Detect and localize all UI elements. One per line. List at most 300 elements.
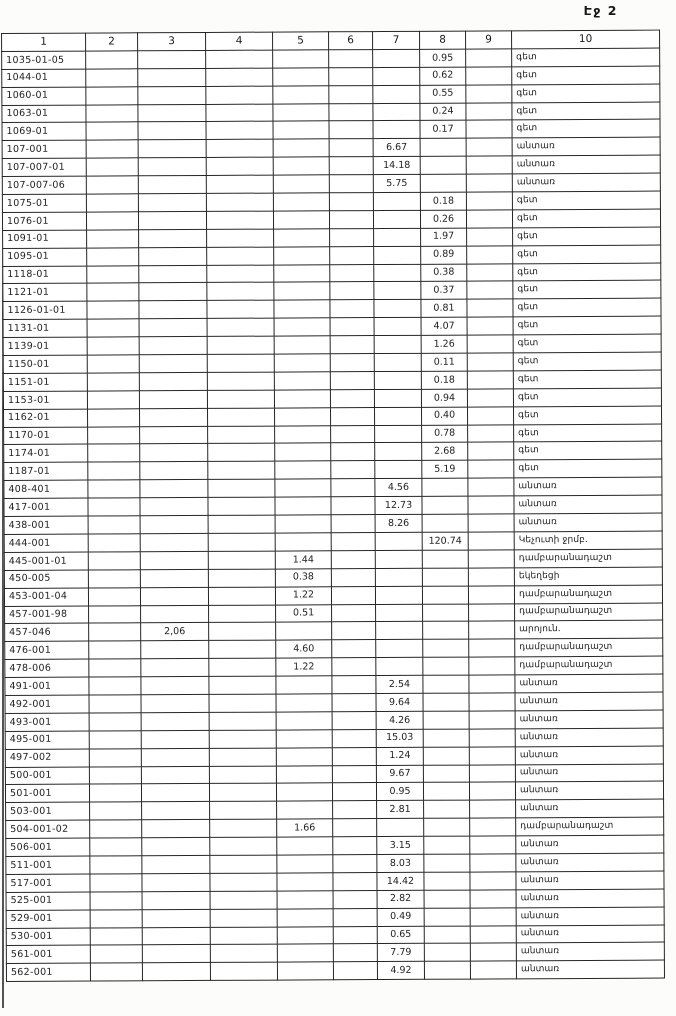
value-cell-col6: [330, 389, 374, 407]
value-cell-col4: [210, 819, 277, 837]
parcel-id-cell: 1069-01: [2, 123, 86, 141]
value-cell-col5: [276, 622, 332, 640]
table-container: [1, 30, 665, 983]
value-cell-col6: [329, 175, 373, 193]
value-cell-col7: [374, 318, 421, 336]
parcel-id-cell: 107-007-06: [2, 176, 86, 194]
value-cell-col2: [86, 158, 138, 176]
value-cell-col3: [140, 480, 208, 498]
value-cell-col5: 4.60: [276, 640, 332, 658]
value-cell-col5: [276, 712, 332, 730]
value-cell-col7: 7.79: [377, 944, 424, 962]
parcel-id-cell: 457-001-98: [5, 606, 89, 624]
value-cell-col2: [90, 909, 142, 927]
category-cell: անտառ: [514, 513, 662, 532]
value-cell-col6: [329, 157, 373, 175]
value-cell-col8: [424, 800, 470, 818]
value-cell-col3: [142, 838, 210, 856]
parcel-id-cell: 511-001: [6, 856, 90, 874]
value-cell-col7: [375, 461, 422, 479]
parcel-id-cell: 444-001: [4, 534, 88, 552]
value-cell-col4: [208, 497, 275, 515]
value-cell-col2: [89, 748, 141, 766]
value-cell-col2: [90, 927, 142, 945]
value-cell-col3: [138, 211, 206, 229]
value-cell-col3: [141, 641, 209, 659]
value-cell-col7: 4.92: [377, 962, 424, 980]
value-cell-col7: 0.49: [377, 908, 424, 926]
value-cell-col3: [141, 605, 209, 623]
parcel-id-cell: 445-001-01: [4, 552, 88, 570]
value-cell-col5: [277, 962, 333, 980]
value-cell-col4: [210, 891, 277, 909]
category-cell: դամբարանադաշտ: [514, 585, 662, 604]
value-cell-col3: [142, 963, 210, 981]
value-cell-col8: [422, 550, 468, 568]
value-cell-col8: 0.40: [421, 407, 467, 425]
parcel-id-cell: 517-001: [6, 874, 90, 892]
value-cell-col6: [329, 67, 373, 85]
value-cell-col6: [331, 586, 375, 604]
value-cell-col9: [470, 925, 516, 943]
value-cell-col9: [468, 478, 514, 496]
value-cell-col3: [140, 515, 208, 533]
value-cell-col6: [333, 926, 377, 944]
value-cell-col6: [329, 210, 373, 228]
value-cell-col2: [88, 444, 140, 462]
value-cell-col3: [142, 873, 210, 891]
value-cell-col5: [274, 336, 330, 354]
parcel-id-cell: 438-001: [4, 516, 88, 534]
value-cell-col8: [424, 961, 470, 979]
value-cell-col5: [273, 68, 329, 86]
value-cell-col8: 0.37: [421, 282, 467, 300]
value-cell-col9: [469, 693, 515, 711]
value-cell-col5: [273, 121, 329, 139]
category-cell: դամբարանադաշտ: [514, 549, 662, 568]
value-cell-col5: [277, 944, 333, 962]
value-cell-col2: [90, 892, 142, 910]
category-cell: գետ: [513, 281, 661, 300]
parcel-id-cell: 1174-01: [4, 445, 88, 463]
category-cell: եկեղեցի: [514, 567, 662, 586]
value-cell-col9: [468, 568, 514, 586]
value-cell-col7: [374, 371, 421, 389]
value-cell-col8: [423, 639, 469, 657]
value-cell-col4: [208, 569, 275, 587]
value-cell-col8: 0.26: [420, 210, 466, 228]
value-cell-col3: [138, 140, 206, 158]
value-cell-col7: 4.26: [376, 711, 423, 729]
value-cell-col6: [330, 246, 374, 264]
value-cell-col7: 2.54: [376, 675, 423, 693]
value-cell-col3: [141, 784, 209, 802]
value-cell-col6: [330, 371, 374, 389]
value-cell-col9: [467, 263, 513, 281]
value-cell-col3: [138, 158, 206, 176]
value-cell-col5: [275, 533, 331, 551]
value-cell-col8: 0.38: [421, 264, 467, 282]
category-cell: անտառ: [515, 781, 663, 800]
category-cell: անտառ: [516, 889, 664, 908]
value-cell-col4: [207, 354, 274, 372]
column-header-7: 7: [373, 31, 420, 49]
value-cell-col8: [422, 586, 468, 604]
value-cell-col5: [274, 282, 330, 300]
value-cell-col6: [332, 783, 376, 801]
category-cell: գետ: [513, 227, 661, 246]
value-cell-col9: [468, 514, 514, 532]
value-cell-col8: 1.97: [421, 228, 467, 246]
value-cell-col7: [374, 353, 421, 371]
value-cell-col2: [88, 570, 140, 588]
value-cell-col5: [273, 175, 329, 193]
value-cell-col9: [468, 532, 514, 550]
value-cell-col6: [333, 908, 377, 926]
value-cell-col8: 4.07: [421, 317, 467, 335]
value-cell-col4: [209, 712, 276, 730]
value-cell-col5: 1.22: [275, 586, 331, 604]
value-cell-col9: [467, 335, 513, 353]
value-cell-col9: [469, 764, 515, 782]
value-cell-col9: [469, 675, 515, 693]
value-cell-col7: 2.82: [377, 890, 424, 908]
value-cell-col5: [274, 229, 330, 247]
value-cell-col8: [422, 514, 468, 532]
value-cell-col5: [276, 676, 332, 694]
value-cell-col2: [87, 265, 139, 283]
value-cell-col4: [208, 533, 275, 551]
value-cell-col5: [275, 461, 331, 479]
value-cell-col9: [467, 228, 513, 246]
parcel-id-cell: 1035-01-05: [2, 51, 86, 69]
category-cell: գետ: [513, 245, 661, 264]
value-cell-col2: [89, 766, 141, 784]
value-cell-col6: [330, 336, 374, 354]
value-cell-col5: [274, 407, 330, 425]
value-cell-col8: [422, 478, 468, 496]
value-cell-col3: [140, 533, 208, 551]
parcel-id-cell: 492-001: [5, 695, 89, 713]
value-cell-col7: [373, 103, 420, 121]
value-cell-col3: [140, 444, 208, 462]
category-cell: դամբարանադաշտ: [515, 603, 663, 622]
category-cell: գետ: [512, 84, 660, 103]
value-cell-col9: [468, 585, 514, 603]
value-cell-col4: [208, 444, 275, 462]
category-cell: անտառ: [516, 907, 664, 926]
value-cell-col2: [88, 534, 140, 552]
value-cell-col4: [210, 855, 277, 873]
value-cell-col7: 15.03: [376, 729, 423, 747]
value-cell-col8: 5.19: [422, 460, 468, 478]
value-cell-col2: [87, 319, 139, 337]
value-cell-col8: 0.94: [421, 389, 467, 407]
parcel-id-cell: 1060-01: [2, 87, 86, 105]
category-cell: անտառ: [512, 137, 660, 156]
value-cell-col9: [466, 174, 512, 192]
column-header-4: 4: [206, 32, 273, 50]
category-cell: գետ: [513, 370, 661, 389]
value-cell-col7: [377, 818, 424, 836]
value-cell-col7: [373, 85, 420, 103]
value-cell-col9: [470, 872, 516, 890]
parcel-id-cell: 478-006: [5, 659, 89, 677]
value-cell-col4: [209, 622, 276, 640]
value-cell-col7: [376, 604, 423, 622]
parcel-id-cell: 1118-01: [3, 266, 87, 284]
value-cell-col3: [141, 748, 209, 766]
value-cell-col5: 0.38: [275, 569, 331, 587]
category-cell: անտառ: [514, 495, 662, 514]
value-cell-col6: [333, 819, 377, 837]
value-cell-col7: [375, 443, 422, 461]
value-cell-col7: 14.42: [377, 872, 424, 890]
value-cell-col6: [329, 193, 373, 211]
value-cell-col4: [210, 945, 277, 963]
value-cell-col9: [466, 120, 512, 138]
value-cell-col5: 1.44: [275, 551, 331, 569]
parcel-id-cell: 1153-01: [3, 391, 87, 409]
value-cell-col5: [275, 425, 331, 443]
value-cell-col3: [138, 193, 206, 211]
value-cell-col2: [90, 874, 142, 892]
value-cell-col5: [277, 873, 333, 891]
value-cell-col3: [138, 50, 206, 68]
column-header-8: 8: [420, 31, 466, 49]
parcel-id-cell: 408-401: [4, 480, 88, 498]
parcel-id-cell: 450-005: [4, 570, 88, 588]
value-cell-col9: [469, 639, 515, 657]
value-cell-col4: [209, 658, 276, 676]
value-cell-col5: [277, 855, 333, 873]
category-cell: անտառ: [512, 155, 660, 174]
value-cell-col9: [466, 138, 512, 156]
value-cell-col3: [142, 891, 210, 909]
value-cell-col6: [331, 479, 375, 497]
parcel-id-cell: 500-001: [5, 767, 89, 785]
value-cell-col7: [374, 228, 421, 246]
value-cell-col2: [88, 498, 140, 516]
value-cell-col7: 9.67: [376, 765, 423, 783]
value-cell-col8: 0.89: [421, 246, 467, 264]
category-cell: գետ: [513, 316, 661, 335]
value-cell-col5: [273, 211, 329, 229]
value-cell-col3: [138, 176, 206, 194]
value-cell-col7: 8.26: [375, 514, 422, 532]
value-cell-col3: [140, 426, 208, 444]
value-cell-col4: [209, 694, 276, 712]
value-cell-col4: [206, 157, 273, 175]
value-cell-col4: [208, 587, 275, 605]
value-cell-col7: 14.18: [373, 157, 420, 175]
value-cell-col3: [141, 659, 209, 677]
value-cell-col2: [87, 247, 139, 265]
value-cell-col7: [375, 425, 422, 443]
value-cell-col7: [373, 121, 420, 139]
value-cell-col8: [420, 174, 466, 192]
parcel-id-cell: 1063-01: [2, 105, 86, 123]
value-cell-col6: [330, 354, 374, 372]
value-cell-col4: [206, 122, 273, 140]
value-cell-col3: [141, 712, 209, 730]
value-cell-col7: 0.95: [376, 783, 423, 801]
value-cell-col6: [332, 622, 376, 640]
value-cell-col2: [87, 373, 139, 391]
category-cell: գետ: [513, 298, 661, 317]
column-header-9: 9: [466, 31, 512, 49]
value-cell-col9: [469, 621, 515, 639]
category-cell: անտառ: [515, 746, 663, 765]
value-cell-col2: [90, 820, 142, 838]
parcel-id-cell: 1187-01: [4, 462, 88, 480]
value-cell-col4: [208, 461, 275, 479]
value-cell-col4: [207, 390, 274, 408]
value-cell-col8: [424, 908, 470, 926]
value-cell-col4: [206, 50, 273, 68]
parcel-id-cell: 107-001: [2, 140, 86, 158]
value-cell-col3: [139, 301, 207, 319]
category-cell: անտառ: [516, 925, 664, 944]
column-header-5: 5: [273, 32, 329, 50]
value-cell-col3: [139, 319, 207, 337]
value-cell-col8: 0.24: [420, 103, 466, 121]
value-cell-col7: 8.03: [377, 854, 424, 872]
column-header-6: 6: [329, 32, 373, 50]
value-cell-col3: [139, 265, 207, 283]
value-cell-col6: [331, 550, 375, 568]
value-cell-col7: [374, 282, 421, 300]
value-cell-col2: [86, 122, 138, 140]
value-cell-col9: [470, 961, 516, 979]
value-cell-col7: 12.73: [375, 496, 422, 514]
value-cell-col7: 6.67: [373, 139, 420, 157]
category-cell: անտառ: [515, 692, 663, 711]
value-cell-col3: [140, 498, 208, 516]
value-cell-col9: [468, 460, 514, 478]
value-cell-col2: [89, 695, 141, 713]
parcel-id-cell: 476-001: [5, 641, 89, 659]
value-cell-col5: [275, 479, 331, 497]
category-cell: արոյուն.: [515, 620, 663, 639]
value-cell-col9: [468, 550, 514, 568]
value-cell-col9: [466, 102, 512, 120]
category-cell: անտառ: [515, 728, 663, 747]
parcel-id-cell: 107-007-01: [2, 158, 86, 176]
value-cell-col2: [88, 552, 140, 570]
value-cell-col8: [424, 818, 470, 836]
value-cell-col5: [274, 300, 330, 318]
value-cell-col2: [88, 426, 140, 444]
column-header-2: 2: [86, 33, 138, 51]
value-cell-col3: [139, 408, 207, 426]
column-header-10: 10: [512, 30, 660, 49]
parcel-id-cell: 457-046: [5, 623, 89, 641]
parcel-id-cell: 530-001: [6, 928, 90, 946]
value-cell-col4: [209, 766, 276, 784]
value-cell-col5: [274, 354, 330, 372]
value-cell-col9: [469, 729, 515, 747]
value-cell-col8: [424, 926, 470, 944]
value-cell-col9: [469, 657, 515, 675]
value-cell-col6: [333, 837, 377, 855]
parcel-id-cell: 453-001-04: [4, 588, 88, 606]
parcel-id-cell: 1162-01: [3, 409, 87, 427]
value-cell-col6: [333, 872, 377, 890]
value-cell-col2: [88, 587, 140, 605]
category-cell: գետ: [514, 459, 662, 478]
value-cell-col4: [207, 372, 274, 390]
value-cell-col9: [467, 389, 513, 407]
value-cell-col7: [374, 335, 421, 353]
category-cell: անտառ: [516, 835, 664, 854]
value-cell-col3: 2,06: [141, 623, 209, 641]
value-cell-col3: [142, 927, 210, 945]
value-cell-col9: [470, 854, 516, 872]
value-cell-col6: [331, 443, 375, 461]
value-cell-col2: [88, 516, 140, 534]
value-cell-col5: [277, 891, 333, 909]
value-cell-col7: [376, 640, 423, 658]
value-cell-col8: [422, 496, 468, 514]
value-cell-col6: [332, 658, 376, 676]
value-cell-col3: [141, 730, 209, 748]
parcel-id-cell: 417-001: [4, 498, 88, 516]
category-cell: գետ: [512, 102, 660, 121]
value-cell-col8: 1.26: [421, 335, 467, 353]
value-cell-col5: [273, 85, 329, 103]
value-cell-col3: [140, 462, 208, 480]
value-cell-col5: [276, 730, 332, 748]
value-cell-col3: [140, 551, 208, 569]
parcel-id-cell: 1126-01-01: [3, 301, 87, 319]
parcel-id-cell: 504-001-02: [6, 820, 90, 838]
value-cell-col7: 5.75: [373, 174, 420, 192]
value-cell-col7: [373, 49, 420, 67]
value-cell-col3: [138, 104, 206, 122]
value-cell-col9: [470, 818, 516, 836]
value-cell-col7: [374, 389, 421, 407]
value-cell-col4: [207, 283, 274, 301]
value-cell-col3: [139, 337, 207, 355]
value-cell-col3: [141, 766, 209, 784]
category-cell: անտառ: [516, 799, 664, 818]
value-cell-col2: [86, 194, 138, 212]
category-cell: անտառ: [516, 942, 664, 961]
value-cell-col5: [274, 318, 330, 336]
value-cell-col8: [423, 729, 469, 747]
value-cell-col8: [423, 675, 469, 693]
value-cell-col5: [273, 157, 329, 175]
value-cell-col8: [423, 782, 469, 800]
value-cell-col6: [332, 676, 376, 694]
value-cell-col2: [86, 69, 138, 87]
value-cell-col5: 0.51: [276, 604, 332, 622]
value-cell-col2: [87, 337, 139, 355]
value-cell-col2: [86, 86, 138, 104]
category-cell: դամբարանադաշտ: [516, 817, 664, 836]
value-cell-col2: [87, 230, 139, 248]
value-cell-col2: [86, 176, 138, 194]
value-cell-col2: [86, 140, 138, 158]
value-cell-col7: [375, 586, 422, 604]
value-cell-col2: [87, 301, 139, 319]
value-cell-col6: [332, 729, 376, 747]
value-cell-col5: 1.66: [277, 819, 333, 837]
value-cell-col7: [373, 192, 420, 210]
category-cell: գետ: [512, 48, 660, 67]
parcel-id-cell: 1095-01: [3, 248, 87, 266]
